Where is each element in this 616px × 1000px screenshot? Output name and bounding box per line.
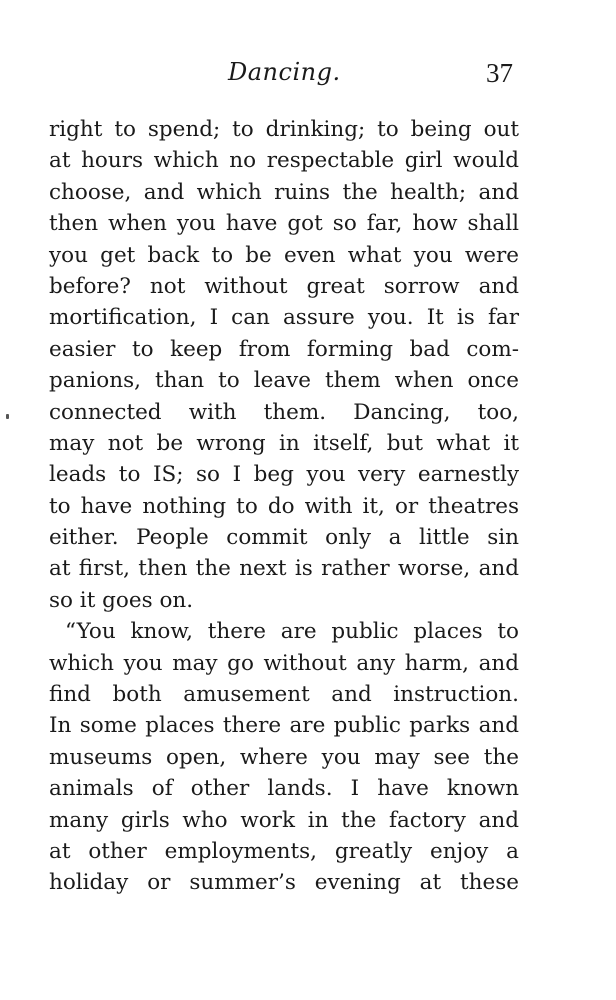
text-line: which you may go without any harm, and [49, 650, 519, 676]
running-head-title: Dancing. [228, 58, 341, 86]
body-text [49, 114, 519, 899]
margin-speck [6, 414, 9, 419]
text-line: In some places there are public parks and [49, 713, 519, 739]
text-line: panions, than to leave them when once [49, 368, 519, 394]
text-line: mortification, I can assure you. It is far [49, 305, 519, 331]
text-line: at first, then the next is rather worse, and [49, 556, 519, 582]
text-line: so it goes on. [49, 587, 194, 613]
text-line: find both amusement and instruction. [49, 682, 519, 708]
running-head [0, 58, 616, 98]
text-line: then when you have got so far, how shall [49, 211, 519, 237]
paragraph-2 [49, 616, 519, 899]
text-line: museums open, where you may see the [49, 744, 519, 770]
text-line: to have nothing to do with it, or theatres [49, 493, 519, 519]
text-line: “You know, there are public places to [65, 619, 519, 645]
text-line: right to spend; to drinking; to being out [49, 117, 519, 142]
text-line: easier to keep from forming bad com- [49, 336, 519, 362]
text-line: either. People commit only a little sin [49, 525, 519, 551]
text-line: many girls who work in the factory and [49, 807, 519, 833]
text-line: before? not without great sorrow and [49, 273, 519, 299]
text-line: animals of other lands. I have known [49, 776, 519, 802]
text-line: you get back to be even what you were [49, 242, 519, 268]
text-line: holiday or summer’s evening at these [49, 870, 519, 896]
text-line: may not be wrong in itself, but what it [49, 430, 519, 456]
text-line: leads to IS; so I beg you very earnestly [49, 462, 519, 488]
text-line: at hours which no respectable girl would [49, 148, 519, 174]
page-number: 37 [486, 58, 513, 88]
text-line: at other employments, greatly enjoy a [49, 838, 519, 864]
paragraph-1 [49, 114, 519, 616]
text-line: choose, and which ruins the health; and [49, 179, 519, 205]
text-line: connected with them. Dancing, too, [49, 399, 519, 425]
